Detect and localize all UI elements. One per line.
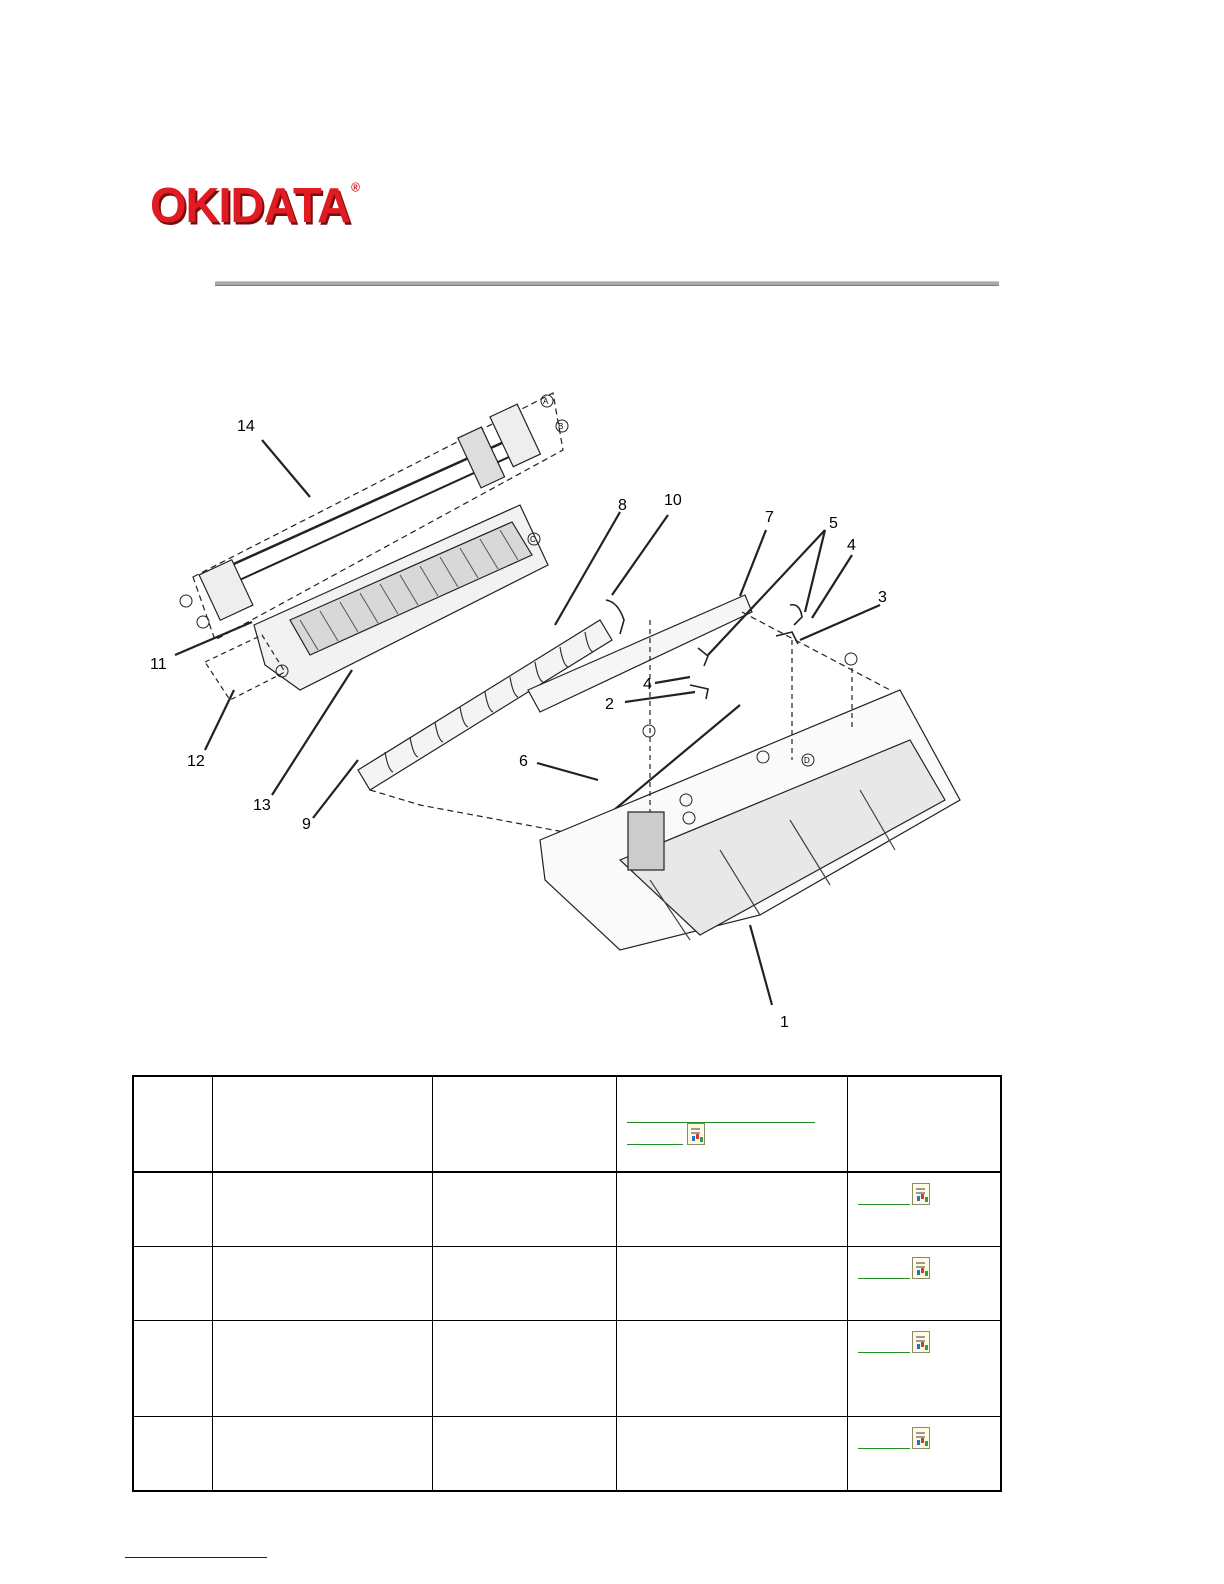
svg-text:B: B: [558, 422, 564, 431]
platen-bracket-right: [490, 404, 540, 467]
table-row: [133, 1321, 1001, 1417]
callout-1: 1: [780, 1014, 789, 1031]
callout-8: 8: [618, 497, 627, 514]
svg-text:A: A: [543, 397, 549, 406]
table-header-row: [133, 1076, 1001, 1172]
callout-3: 3: [878, 589, 887, 606]
callout-11: 11: [150, 656, 167, 673]
svg-text:C: C: [530, 535, 536, 544]
okidata-logo: OKIDATA®: [150, 177, 359, 233]
paper-separator-strip: [358, 620, 612, 790]
callout-5: 5: [829, 515, 838, 532]
document-icon[interactable]: [912, 1427, 930, 1449]
table-row: [133, 1417, 1001, 1492]
header-link-cell[interactable]: [617, 1076, 848, 1172]
row-link-cell[interactable]: [848, 1417, 1002, 1492]
row-link[interactable]: [858, 1352, 910, 1353]
footer-link[interactable]: [125, 1557, 267, 1558]
callout-7: 7: [765, 509, 774, 526]
callout-12: 12: [187, 753, 205, 770]
callout-4b: 4: [643, 676, 652, 693]
part-3: [776, 632, 798, 644]
platen-gear-right: [458, 427, 505, 488]
platen-bracket-left: [199, 560, 253, 621]
row-link-cell[interactable]: [848, 1172, 1002, 1247]
row-link[interactable]: [858, 1448, 910, 1449]
callout-9: 9: [302, 816, 311, 833]
row-link[interactable]: [858, 1204, 910, 1205]
part-5a: [698, 648, 708, 666]
base-gear: [628, 812, 664, 870]
callout-10: 10: [664, 492, 682, 509]
row-link-cell[interactable]: [848, 1321, 1002, 1417]
parts-table: [132, 1075, 1002, 1492]
table-row: [133, 1172, 1001, 1247]
callout-14: 14: [237, 418, 255, 435]
callout-2: 2: [605, 696, 614, 713]
document-icon[interactable]: [912, 1183, 930, 1205]
document-icon[interactable]: [912, 1257, 930, 1279]
document-icon[interactable]: [912, 1331, 930, 1353]
table-row: [133, 1247, 1001, 1321]
callout-13: 13: [253, 797, 271, 814]
part-10: [606, 600, 624, 634]
row-link-cell[interactable]: [848, 1247, 1002, 1321]
row-link[interactable]: [858, 1278, 910, 1279]
header-link[interactable]: [627, 1122, 815, 1123]
callout-4a: 4: [847, 537, 856, 554]
svg-text:D: D: [804, 756, 810, 765]
document-icon[interactable]: [687, 1123, 705, 1145]
reference-mark-labels: [530, 397, 810, 765]
part-5b: [790, 605, 802, 625]
callout-6: 6: [519, 753, 528, 770]
